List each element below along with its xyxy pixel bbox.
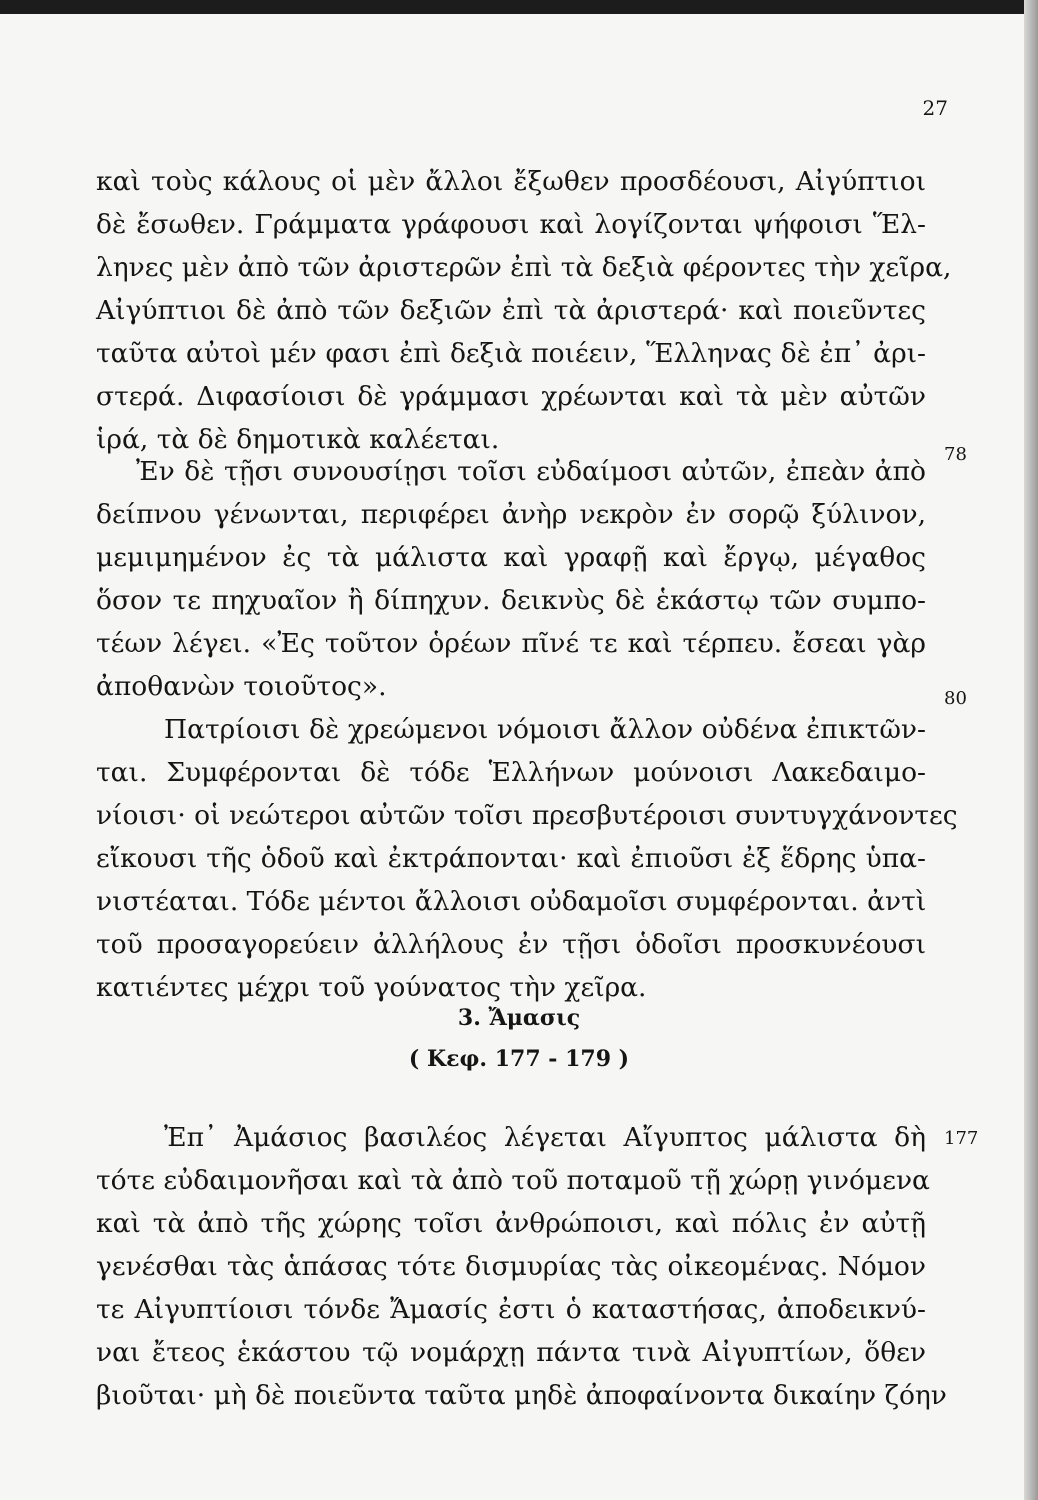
text-line: τε Αἰγυπτίοισι τόνδε Ἄμασίς ἐστι ὁ καταστήσας, ἀποδεικνύ-	[96, 1294, 926, 1325]
text-line: γενέσθαι τὰς ἁπάσας τότε δισμυρίας τὰς οἰκεομένας. Νόμον	[96, 1251, 926, 1282]
margin-chapter-number: 78	[944, 444, 967, 465]
scan-right-edge	[1024, 0, 1038, 1500]
text-line: μεμιμημένον ἐς τὰ μάλιστα καὶ γραφῇ καὶ ἔργῳ, μέγαθος	[96, 542, 926, 573]
text-line: ὅσον τε πηχυαῖον ἢ δίπηχυν. δεικνὺς δὲ ἑκάστῳ τῶν συμπο-	[96, 585, 926, 616]
text-line: κατιέντες μέχρι τοῦ γούνατος τὴν χεῖρα.	[96, 972, 647, 1003]
text-line: ἱρά, τὰ δὲ δημοτικὰ καλέεται.	[96, 424, 500, 455]
text-line: Ἐν δὲ τῇσι συνουσίῃσι τοῖσι εὐδαίμοσι αὐτῶν, ἐπεὰν ἀπὸ	[136, 456, 926, 487]
text-line: εἴκουσι τῆς ὁδοῦ καὶ ἐκτράπονται· καὶ ἐπιοῦσι ἐξ ἕδρης ὑπα-	[96, 843, 926, 874]
text-line: τότε εὐδαιμονῆσαι καὶ τὰ ἀπὸ τοῦ ποταμοῦ τῇ χώρῃ γινόμενα	[96, 1165, 930, 1196]
text-line: στερά. Διφασίοισι δὲ γράμμασι χρέωνται καὶ τὰ μὲν αὐτῶν	[96, 381, 926, 412]
text-line: ταῦτα αὐτοὶ μέν φασι ἐπὶ δεξιὰ ποιέειν, Ἕλληνας δὲ ἐπ᾿ ἀρι-	[96, 338, 926, 369]
text-line: νίοισι· οἱ νεώτεροι αὐτῶν τοῖσι πρεσβυτέροισι συντυγχάνοντες	[96, 800, 958, 831]
text-line: ληνες μὲν ἀπὸ τῶν ἀριστερῶν ἐπὶ τὰ δεξιὰ φέροντες τὴν χεῖρα,	[96, 252, 952, 283]
text-line: ναι ἔτεος ἑκάστου τῷ νομάρχῃ πάντα τινὰ Αἰγυπτίων, ὅθεν	[96, 1337, 926, 1368]
text-line: ἀποθανὼν τοιοῦτος».	[96, 671, 387, 702]
text-line: τοῦ προσαγορεύειν ἀλλήλους ἐν τῇσι ὁδοῖσι προσκυνέουσι	[96, 929, 926, 960]
text-line: δὲ ἔσωθεν. Γράμματα γράφουσι καὶ λογίζονται ψήφοισι Ἕλ-	[96, 209, 926, 240]
text-line: νιστέαται. Τόδε μέντοι ἄλλοισι οὐδαμοῖσι συμφέρονται. ἀντὶ	[96, 886, 927, 917]
text-line: καὶ τὰ ἀπὸ τῆς χώρης τοῖσι ἀνθρώποισι, καὶ πόλις ἐν αὐτῇ	[96, 1208, 926, 1239]
scan-top-edge	[0, 0, 1038, 14]
section-subtitle: ( Κεφ. 177 - 179 )	[408, 1046, 630, 1072]
text-line: δείπνου γένωνται, περιφέρει ἀνὴρ νεκρὸν ἐν σορῷ ξύλινον,	[96, 499, 926, 530]
text-line: Πατρίοισι δὲ χρεώμενοι νόμοισι ἄλλον οὐδένα ἐπικτῶν-	[164, 714, 926, 745]
text-line: βιοῦται· μὴ δὲ ποιεῦντα ταῦτα μηδὲ ἀποφαίνοντα δικαίην ζόην	[96, 1380, 947, 1411]
section-title: 3. Ἄμασις	[457, 1005, 581, 1031]
text-line: Αἰγύπτιοι δὲ ἀπὸ τῶν δεξιῶν ἐπὶ τὰ ἀριστερά· καὶ ποιεῦντες	[96, 295, 926, 326]
page-number: 27	[922, 96, 948, 120]
text-line: ται. Συμφέρονται δὲ τόδε Ἑλλήνων μούνοισι Λακεδαιμο-	[96, 757, 926, 788]
text-line: τέων λέγει. «Ἐς τοῦτον ὁρέων πῖνέ τε καὶ τέρπευ. ἔσεαι γὰρ	[96, 628, 926, 659]
margin-chapter-number: 80	[944, 688, 967, 709]
text-line: καὶ τοὺς κάλους οἱ μὲν ἄλλοι ἔξωθεν προσδέουσι, Αἰγύπτιοι	[96, 166, 926, 197]
margin-chapter-number: 177	[944, 1128, 979, 1149]
text-line: Ἐπ᾿ Ἀμάσιος βασιλέος λέγεται Αἴγυπτος μάλιστα δὴ	[164, 1122, 926, 1153]
